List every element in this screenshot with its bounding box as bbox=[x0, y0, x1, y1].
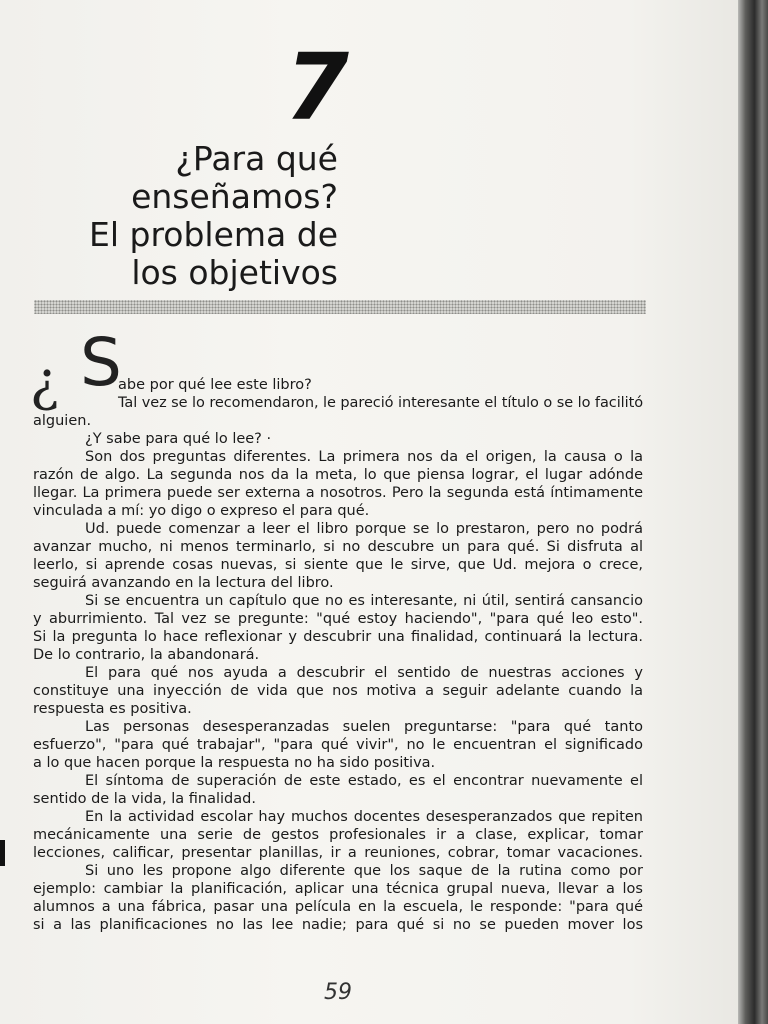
chapter-title-line: ¿Para qué bbox=[175, 139, 338, 178]
text-line: Si se encuentra un capítulo que no es interesante, ni útil, sentirá cansancio bbox=[85, 593, 643, 609]
text-line: llegar. La primera puede ser externa a nosotros. Pero la segunda está íntimamente bbox=[33, 485, 643, 501]
text-line: alguien. bbox=[33, 413, 92, 429]
text-line: constituye una inyección de vida que nos motiva a seguir adelante cuando la bbox=[33, 683, 643, 699]
text-line: El síntoma de superación de este estado, es el encontrar nuevamente el bbox=[85, 773, 643, 789]
text-line: si a las planificaciones no las lee nadie; para qué si no se pueden mover los bbox=[33, 917, 643, 933]
text-line: seguirá avanzando en la lectura del libro. bbox=[33, 575, 334, 591]
chapter-title bbox=[40, 140, 338, 292]
dotted-divider bbox=[34, 300, 646, 314]
chapter-title-line: los objetivos bbox=[131, 253, 338, 292]
chapter-number: 7 bbox=[285, 34, 350, 141]
text-line: El para qué nos ayuda a descubrir el sentido de nuestras acciones y bbox=[85, 665, 643, 681]
text-line: mecánicamente una serie de gestos profesionales ir a clase, explicar, tomar bbox=[33, 827, 643, 843]
text-line: respuesta es positiva. bbox=[33, 701, 192, 717]
text-line: esfuerzo", "para qué trabajar", "para qué vivir", no le encuentran el significado bbox=[33, 737, 643, 753]
text-line: Si uno les propone algo diferente que los saque de la rutina como por bbox=[85, 863, 643, 879]
text-line: Las personas desesperanzadas suelen preguntarse: "para qué tanto bbox=[85, 719, 643, 735]
body-text bbox=[33, 376, 643, 934]
text-line: razón de algo. La segunda nos da la meta, lo que piensa lograr, el lugar adónde bbox=[33, 467, 643, 483]
text-line: alumnos a una fábrica, pasar una película en la escuela, le responde: "para qué bbox=[33, 899, 643, 915]
page-number: 59 bbox=[324, 980, 352, 1005]
text-line: avanzar mucho, ni menos terminarlo, si no descubre un para qué. Si disfruta al bbox=[33, 539, 643, 555]
text-line: Son dos preguntas diferentes. La primera nos da el origen, la causa o la bbox=[85, 449, 643, 465]
book-spine bbox=[738, 0, 768, 1024]
chapter-title-line: El problema de bbox=[88, 215, 338, 254]
text-line: y aburrimiento. Tal vez se pregunte: "qué estoy haciendo", "para qué leo esto". bbox=[33, 611, 643, 627]
text-line: abe por qué lee este libro? bbox=[118, 377, 312, 393]
text-line: Si la pregunta lo hace reflexionar y descubrir una finalidad, continuará la lectura. bbox=[33, 629, 643, 645]
text-line: ¿Y sabe para qué lo lee? · bbox=[85, 431, 272, 447]
text-line: vinculada a mí: yo digo o expreso el para qué. bbox=[33, 503, 370, 519]
text-line: lecciones, calificar, presentar planillas, ir a reuniones, cobrar, tomar vacaciones. bbox=[33, 845, 643, 861]
text-line: sentido de la vida, la finalidad. bbox=[33, 791, 256, 807]
chapter-title-line: enseñamos? bbox=[131, 177, 338, 216]
text-line: Tal vez se lo recomendaron, le pareció interesante el título o se lo facilitó bbox=[118, 395, 643, 411]
dropcap-letter: S bbox=[80, 324, 122, 401]
page-edge-mark bbox=[0, 840, 5, 866]
dropcap-question-mark: ¿ bbox=[30, 350, 59, 413]
text-line: ejemplo: cambiar la planificación, aplicar una técnica grupal nueva, llevar a los bbox=[33, 881, 643, 897]
text-line: leerlo, si aprende cosas nuevas, si siente que le sirve, que Ud. mejora o crece, bbox=[33, 557, 643, 573]
text-line: a lo que hacen porque la respuesta no ha sido positiva. bbox=[33, 755, 436, 771]
text-line: Ud. puede comenzar a leer el libro porque se lo prestaron, pero no podrá bbox=[85, 521, 643, 537]
text-line: En la actividad escolar hay muchos docentes desesperanzados que repiten bbox=[85, 809, 643, 825]
text-line: De lo contrario, la abandonará. bbox=[33, 647, 260, 663]
